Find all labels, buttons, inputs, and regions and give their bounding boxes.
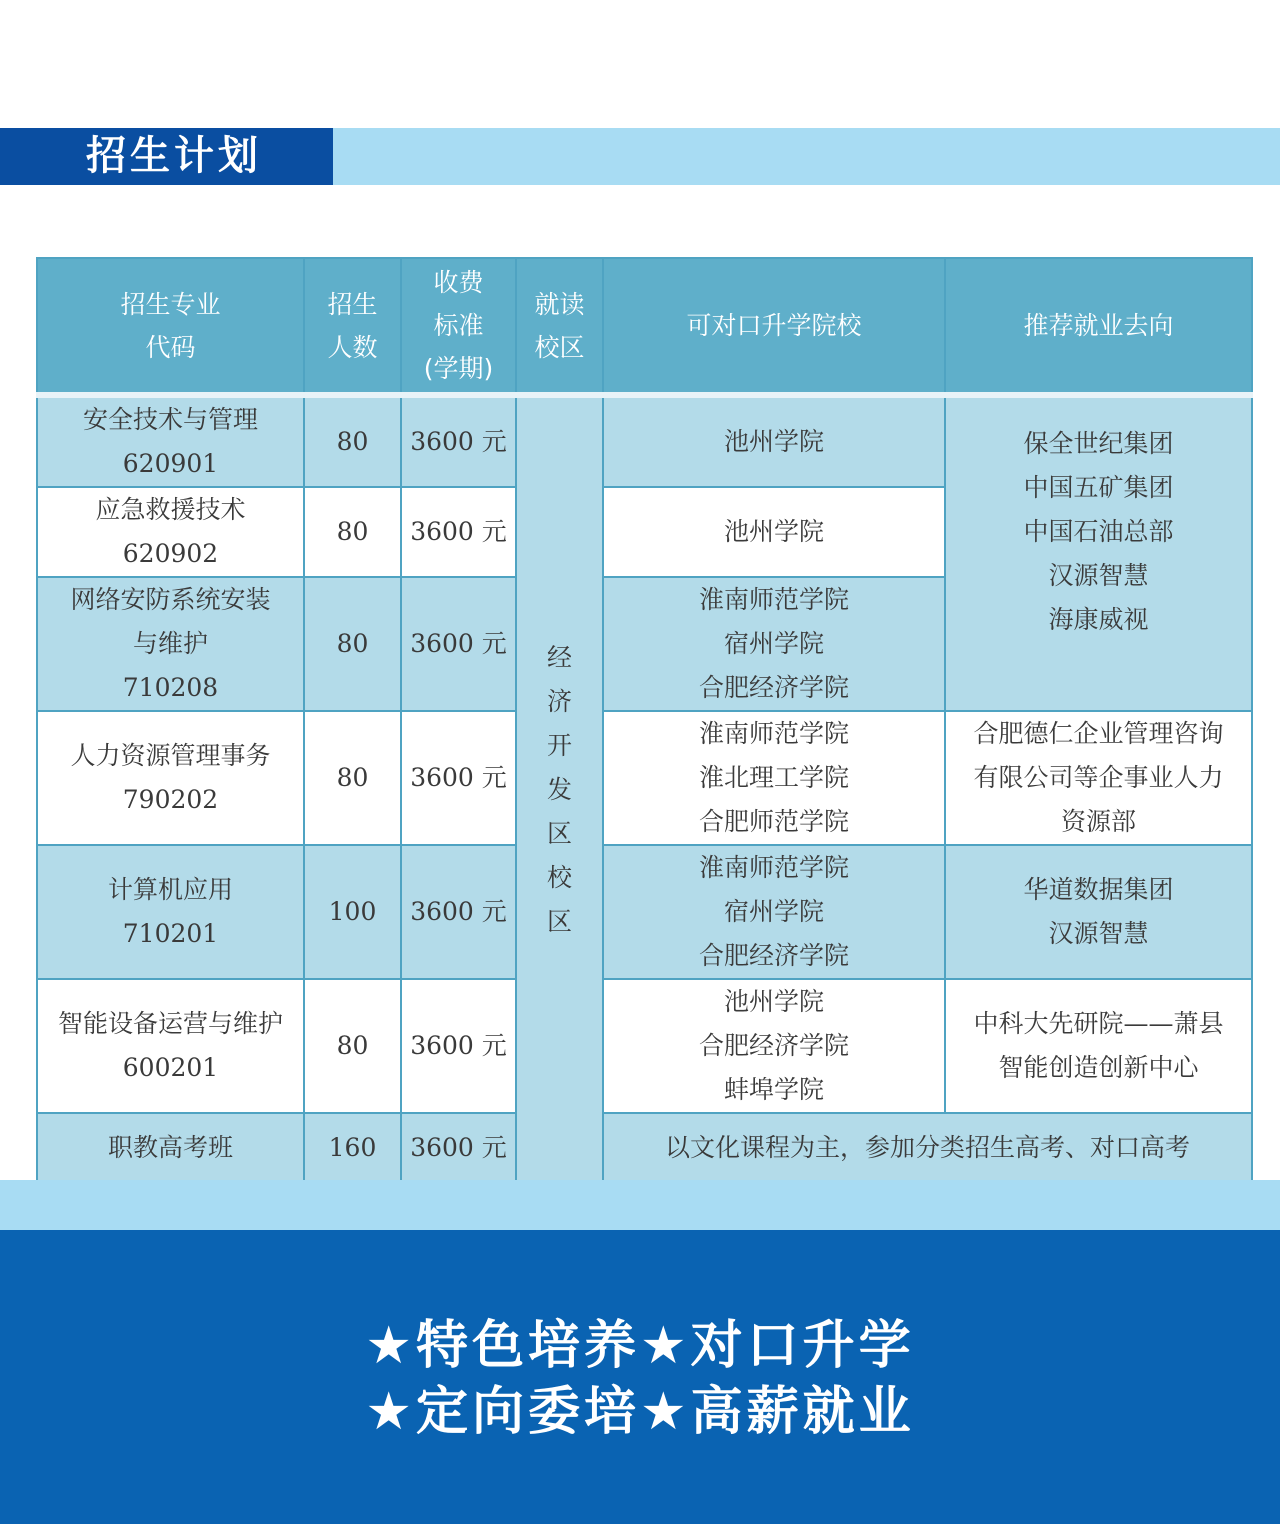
table-row — [37, 845, 1252, 979]
header-count: 招生 人数 — [304, 258, 401, 395]
note-cell: 以文化课程为主，参加分类招生高考、对口高考 — [603, 1113, 1252, 1183]
count-cell: 80 — [304, 979, 401, 1113]
table-row — [37, 711, 1252, 845]
fee-cell: 3600 元 — [401, 845, 516, 979]
slogan-line-2: ★定向委培★高薪就业 — [365, 1382, 915, 1442]
slogan-line-1: ★特色培养★对口升学 — [365, 1316, 915, 1376]
footer-light-band — [0, 1180, 1280, 1230]
colleges-cell: 池州学院 — [603, 487, 945, 577]
header-colleges: 可对口升学院校 — [603, 258, 945, 395]
major-cell: 网络安防系统安装 与维护 710208 — [37, 577, 304, 711]
jobs-cell: 合肥德仁企业管理咨询 有限公司等企事业人力 资源部 — [945, 711, 1252, 845]
fee-cell: 3600 元 — [401, 577, 516, 711]
fee-cell: 3600 元 — [401, 487, 516, 577]
table-row — [37, 979, 1252, 1113]
count-cell: 80 — [304, 577, 401, 711]
section-title: 招生计划 — [86, 133, 262, 179]
count-cell: 160 — [304, 1113, 401, 1183]
table-header-row — [37, 258, 1252, 395]
jobs-cell: 华道数据集团 汉源智慧 — [945, 845, 1252, 979]
major-cell: 智能设备运营与维护 600201 — [37, 979, 304, 1113]
header-campus: 就读 校区 — [516, 258, 603, 395]
table-row — [37, 1113, 1252, 1183]
major-cell: 安全技术与管理 620901 — [37, 395, 304, 487]
fee-cell: 3600 元 — [401, 979, 516, 1113]
major-cell: 应急救援技术 620902 — [37, 487, 304, 577]
colleges-cell: 池州学院 合肥经济学院 蚌埠学院 — [603, 979, 945, 1113]
jobs-cell: 中科大先研院——萧县 智能创造创新中心 — [945, 979, 1252, 1113]
major-cell: 职教高考班 — [37, 1113, 304, 1183]
header-fee: 收费 标准 (学期) — [401, 258, 516, 395]
table-row — [37, 395, 1252, 487]
major-cell: 人力资源管理事务 790202 — [37, 711, 304, 845]
count-cell: 80 — [304, 487, 401, 577]
fee-cell: 3600 元 — [401, 1113, 516, 1183]
header-jobs: 推荐就业去向 — [945, 258, 1252, 395]
count-cell: 100 — [304, 845, 401, 979]
colleges-cell: 淮南师范学院 淮北理工学院 合肥师范学院 — [603, 711, 945, 845]
enrollment-plan-table — [36, 257, 1253, 1184]
major-cell: 计算机应用 710201 — [37, 845, 304, 979]
campus-cell: 经济开发区校区 — [516, 395, 603, 1183]
count-cell: 80 — [304, 395, 401, 487]
colleges-cell: 淮南师范学院 宿州学院 合肥经济学院 — [603, 845, 945, 979]
colleges-cell: 淮南师范学院 宿州学院 合肥经济学院 — [603, 577, 945, 711]
colleges-cell: 池州学院 — [603, 395, 945, 487]
count-cell: 80 — [304, 711, 401, 845]
header-major: 招生专业 代码 — [37, 258, 304, 395]
shared-jobs-cell: 保全世纪集团 中国五矿集团 中国石油总部 汉源智慧 海康威视 — [945, 395, 1252, 711]
fee-cell: 3600 元 — [401, 395, 516, 487]
fee-cell: 3600 元 — [401, 711, 516, 845]
